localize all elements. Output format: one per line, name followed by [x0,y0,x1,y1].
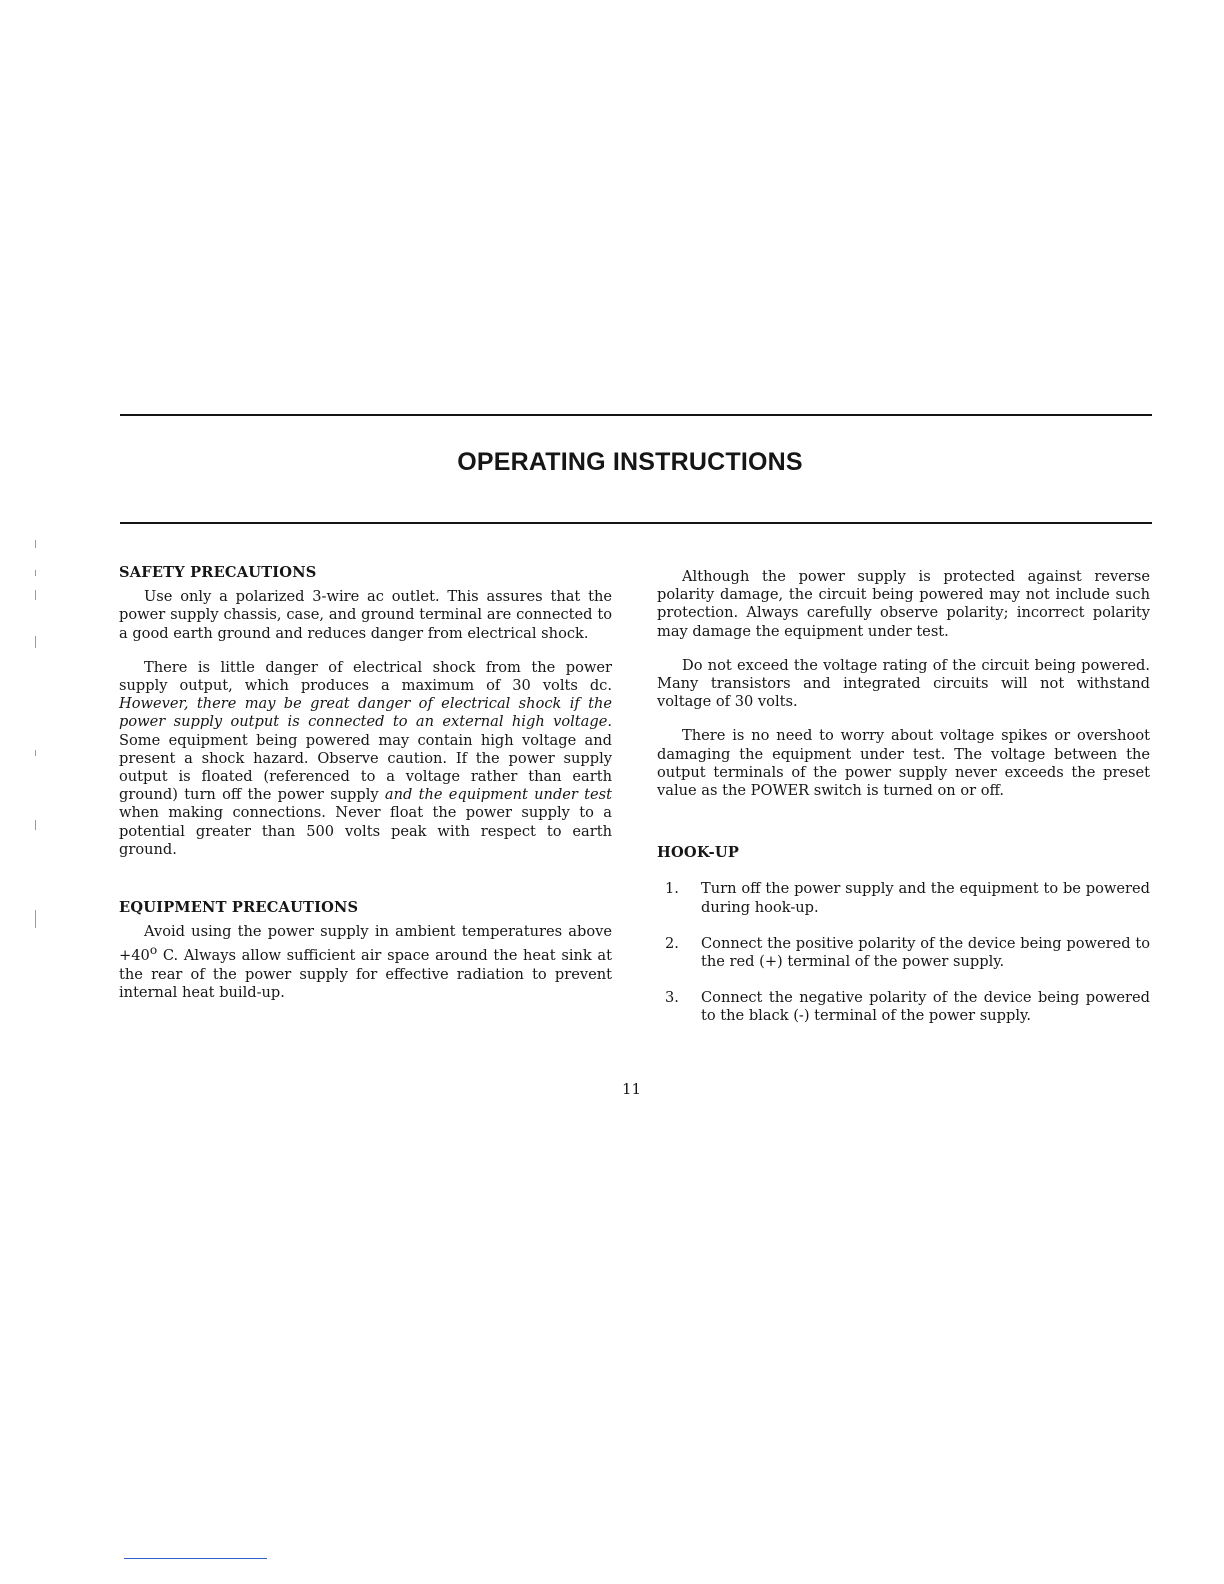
polarity-paragraph: Although the power supply is protected against reverse polarity damage, the circuit being powered may not include such protection. Always carefully observe polarity; incorrect polarity may damage the equipment under test. [657,568,1150,640]
page-title: OPERATING INSTRUCTIONS [457,448,803,476]
scan-artifact-line [124,1558,267,1559]
step-number: 1. [665,880,679,898]
safety-warning-italic-2: and the equipment under test [384,786,613,804]
safety-paragraph-2 [119,659,612,859]
step-text: Turn off the power supply and the equipment to be powered during hook-up. [701,880,1150,916]
safety-warning-italic: However, there may be great danger of electrical shock if the power supply output is connected to an external high voltage. [119,695,612,731]
top-rule [120,414,1152,416]
equipment-heading: EQUIPMENT PRECAUTIONS [119,899,359,917]
safety-p2-end: when making connections. Never float the power supply to a potential greater than 500 volts peak with respect to earth ground. [119,804,612,858]
list-item [657,989,1150,1025]
step-number: 3. [665,989,679,1007]
step-number: 2. [665,934,679,952]
voltage-rating-paragraph: Do not exceed the voltage rating of the circuit being powered. Many transistors and integrated circuits will not withstand voltage of 30 volts. [657,656,1150,711]
step-text: Connect the negative polarity of the device being powered to the black (-) terminal of the power supply. [701,989,1150,1025]
scan-margin-marks [35,540,39,940]
right-column [657,568,1150,1044]
voltage-spike-paragraph: There is no need to worry about voltage spikes or overshoot damaging the equipment under test. The voltage between the output terminals of the power supply never exceeds the preset value as the POWER switch is turned on or off. [657,727,1150,800]
safety-paragraph-1: Use only a polarized 3-wire ac outlet. This assures that the power supply chassis, case, and ground terminal are connected to a good earth ground and reduces danger from electrical shock. [119,588,612,642]
safety-heading: SAFETY PRECAUTIONS [119,564,317,581]
step-text: Connect the positive polarity of the device being powered to the red (+) terminal of the power supply. [701,934,1150,971]
hookup-heading: HOOK-UP [657,844,739,862]
list-item [657,880,1150,916]
degree-mark: o [149,943,158,958]
safety-p2-start: There is little danger of electrical shock from the power supply output, which produces a maximum of 30 volts dc. [119,658,612,695]
equipment-paragraph [119,923,612,1002]
equipment-p-start: Avoid using the power supply in ambient temperatures above +40 [119,923,612,965]
list-item [657,935,1150,971]
hookup-steps [657,880,1150,1025]
safety-p2-mid: Some equipment being powered may contain high voltage and present a shock hazard. Observe caution. If the power supply output is floated (referenced to a voltage rather than earth ground) turn off the power supply [119,731,612,804]
page-number: 11 [621,1080,642,1098]
left-column [119,564,612,1002]
bottom-rule [120,522,1152,524]
equipment-p-end: C. Always allow sufficient air space around the heat sink at the rear of the power supply for effective radiation to prevent internal heat build-up. [119,947,612,1001]
